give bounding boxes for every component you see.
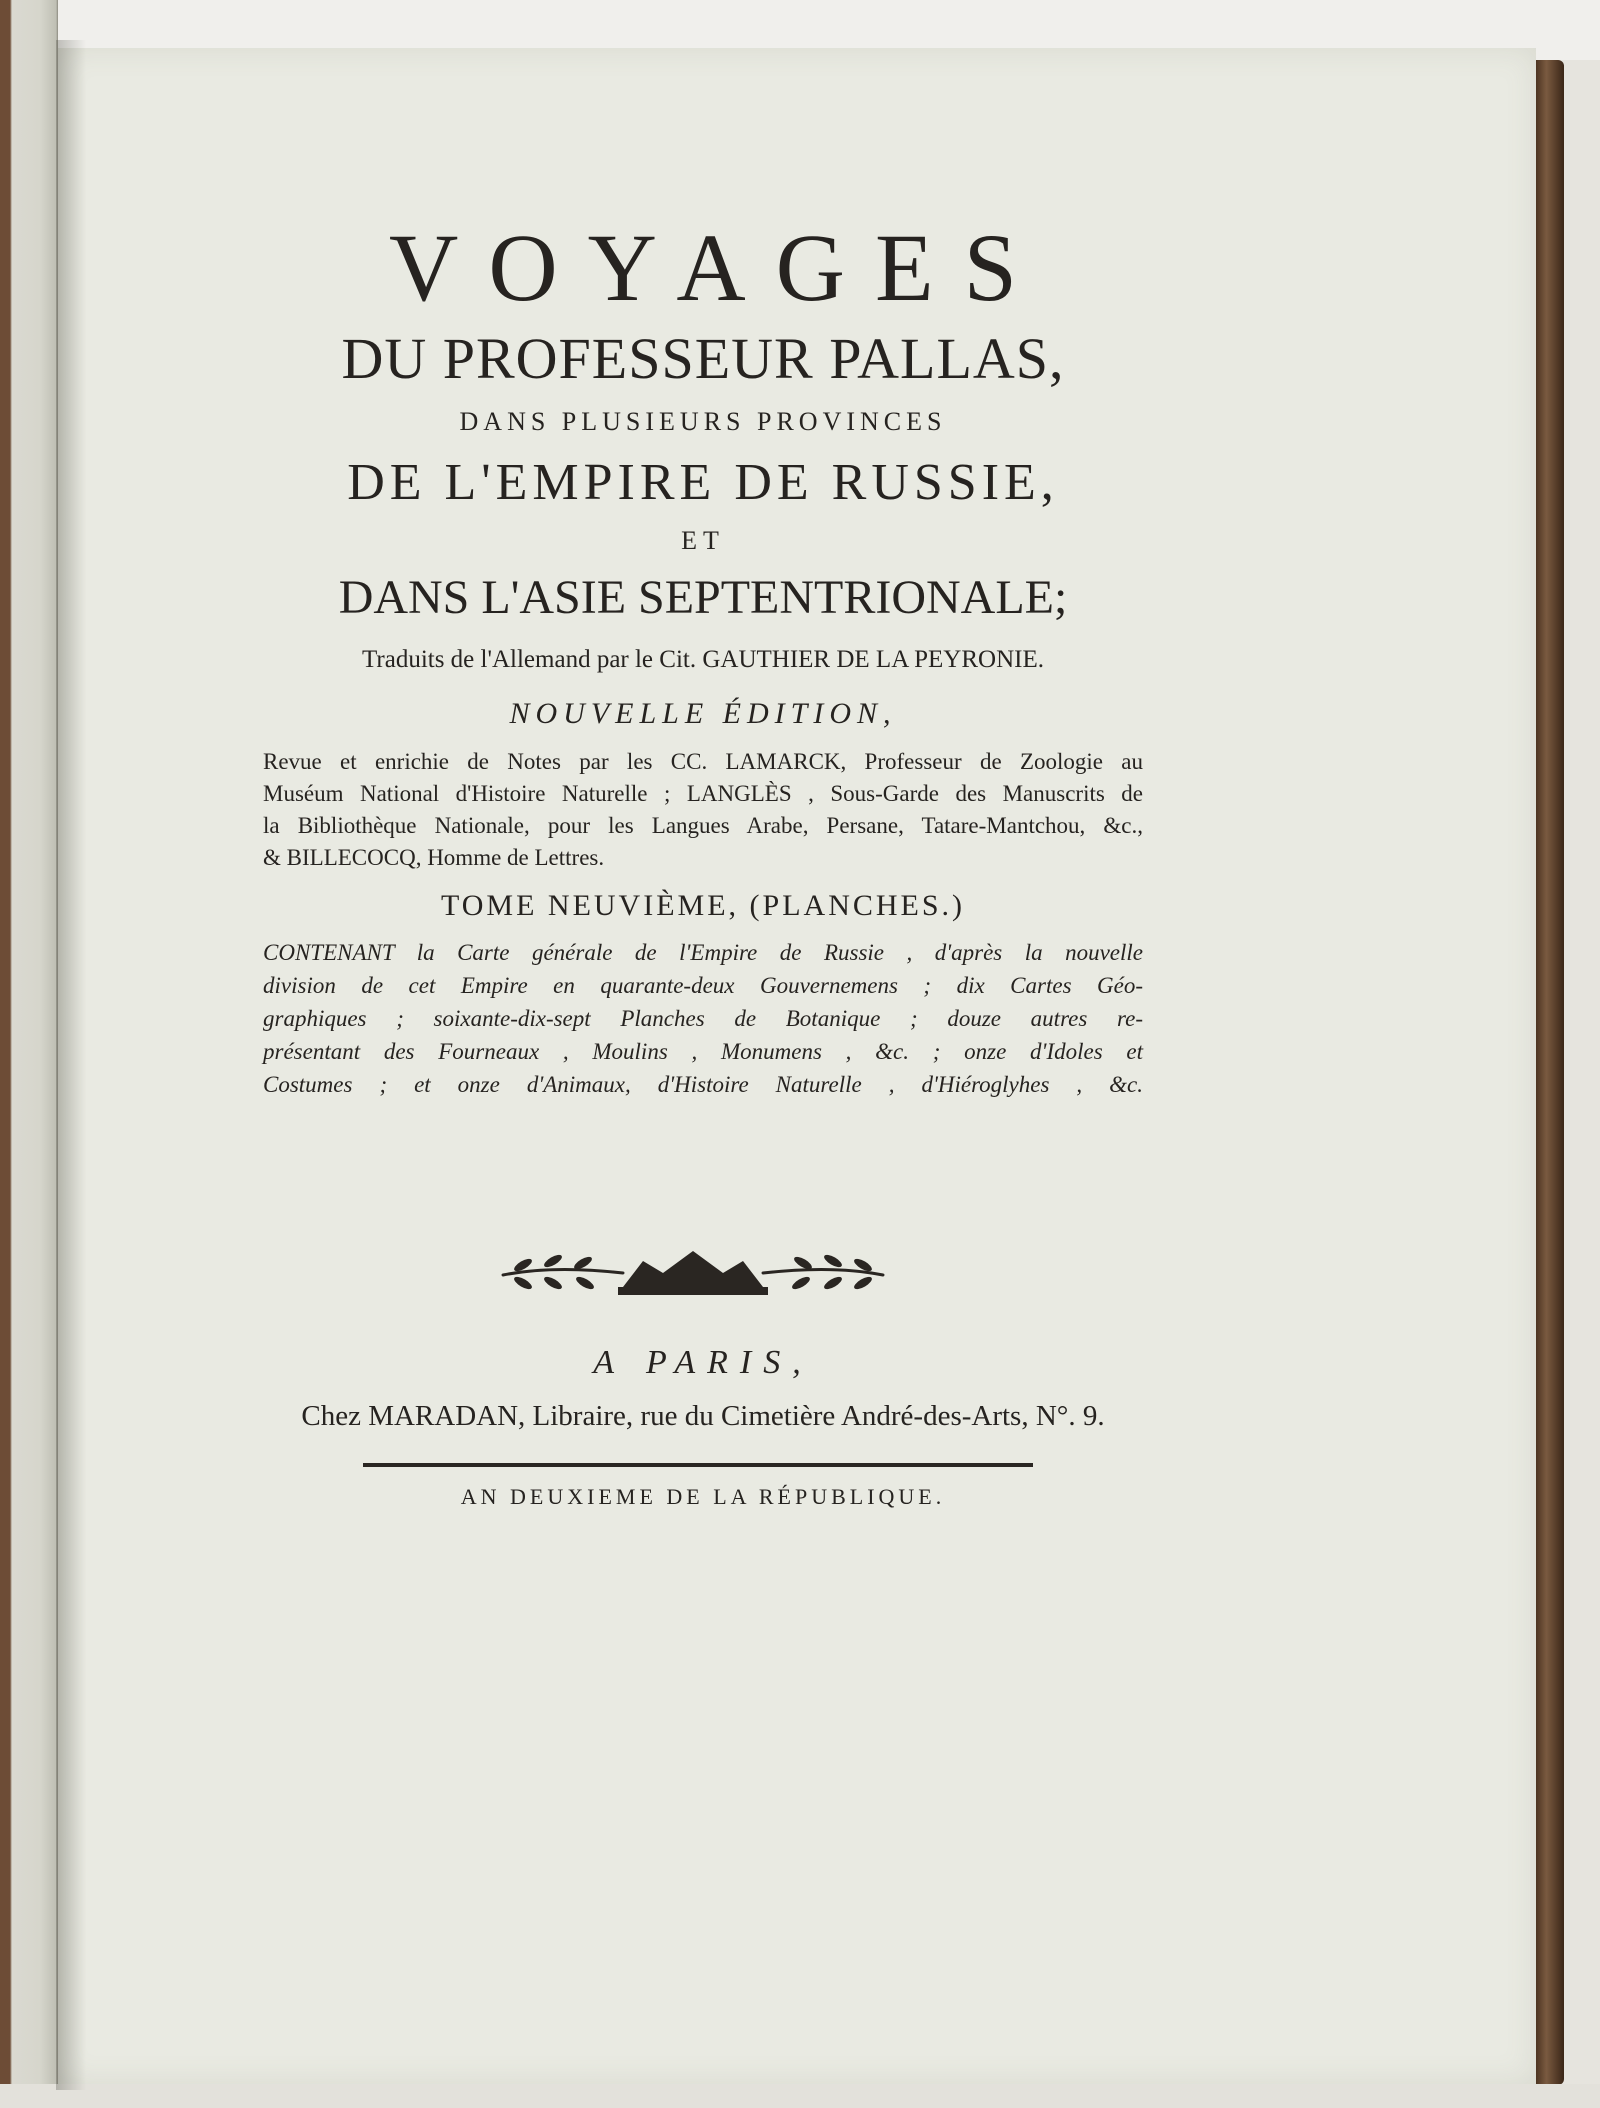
author-line: DU PROFESSEUR PALLAS, [341,326,1065,391]
title-text-block [263,214,1143,1101]
contents-line: division de cet Empire en quarante-deux Gouvernemens ; dix Cartes Géo- [263,973,1143,998]
place-of-publication: A PARIS, [593,1344,813,1381]
publication-date: AN DEUXIEME DE LA RÉPUBLIQUE. [460,1484,946,1509]
left-page-edge [0,0,58,2108]
revision-line: la Bibliothèque Nationale, pour les Langues Arabe, Persane, Tatare-Mantchou, &c., [263,813,1143,838]
tome-line: TOME NEUVIÈME, (PLANCHES.) [440,889,966,922]
revision-line: Muséum National d'Histoire Naturelle ; LANGLÈS , Sous-Garde des Manuscrits de [263,781,1143,806]
asia-line: DANS L'ASIE SEPTENTRIONALE; [338,571,1068,624]
edition-line: NOUVELLE ÉDITION, [509,697,897,730]
translator-line: Traduits de l'Allemand par le Cit. GAUTHIER DE LA PEYRONIE. [362,646,1044,673]
horizontal-rule [363,1463,1033,1467]
printer-ornament [493,1243,893,1303]
revision-line: Revue et enrichie de Notes par les CC. LAMARCK, Professeur de Zoologie au [263,749,1143,774]
revision-paragraph [263,746,1143,874]
book-bottom-edge [0,2084,1600,2108]
contents-line: Costumes ; et onze d'Animaux, d'Histoire Naturelle , d'Hiéroglyhes , &c. [263,1072,1143,1097]
main-title: VOYAGES [388,214,1048,321]
revision-line: & BILLECOCQ, Homme de Lettres. [263,845,605,870]
empire-line: DE L'EMPIRE DE RUSSIE, [347,454,1059,511]
contents-paragraph [263,936,1143,1101]
gutter-shadow [56,40,86,2090]
conjunction-line: ET [681,526,725,555]
contents-line: CONTENANT la Carte générale de l'Empire de Russie , d'après la nouvelle [263,940,1143,965]
contents-line: présentant des Fourneaux , Moulins , Monumens , &c. ; onze d'Idoles et [263,1039,1143,1064]
provinces-line: DANS PLUSIEURS PROVINCES [459,407,947,436]
publisher-imprint: Chez MARADAN, Libraire, rue du Cimetière André-des-Arts, N°. 9. [301,1400,1105,1432]
title-page [58,48,1536,2084]
contents-line: graphiques ; soixante-dix-sept Planches de Botanique ; douze autres re- [263,1006,1143,1031]
